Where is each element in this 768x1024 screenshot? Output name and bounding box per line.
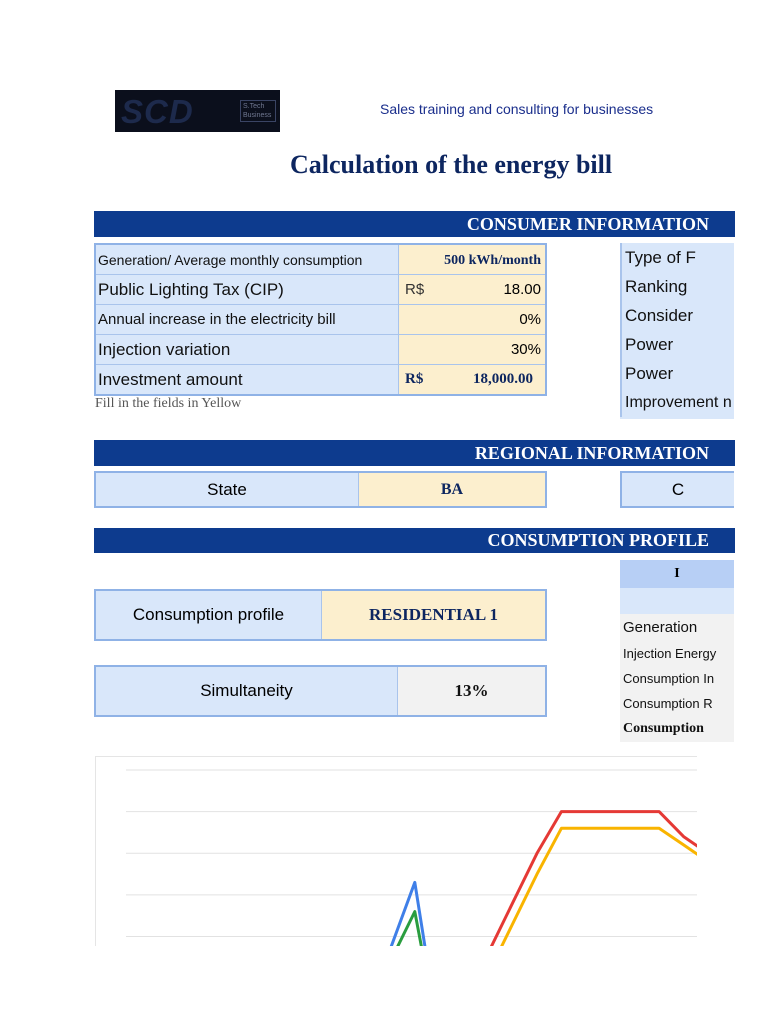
consumption-input[interactable]: 500 kWh/month (399, 245, 545, 274)
state-select[interactable]: BA (359, 473, 545, 506)
profile-side-header: I (620, 560, 734, 588)
table-row (96, 365, 545, 394)
row-label: Investment amount (96, 365, 399, 394)
page-title: Calculation of the energy bill (290, 150, 613, 179)
row-label: Generation/ Average monthly consumption (96, 245, 399, 274)
profile-side-item: Generation (620, 614, 734, 641)
row-label: Annual increase in the electricity bill (96, 305, 399, 334)
investment-input[interactable]: R$ 18,000.00 (399, 365, 545, 394)
table-row (96, 245, 545, 275)
row-label: Injection variation (96, 335, 399, 364)
profile-side-item: Consumption R (620, 691, 734, 716)
regional-info-heading: REGIONAL INFORMATION (94, 440, 735, 466)
state-row (94, 471, 547, 508)
profile-side-blank (620, 588, 734, 614)
fill-note: Fill in the fields in Yellow (95, 396, 242, 411)
cip-input[interactable]: R$ 18.00 (399, 275, 545, 304)
side-item: Consider (620, 301, 734, 330)
side-item: Type of F (620, 243, 734, 272)
table-row (96, 305, 545, 335)
consumer-info-heading: CONSUMER INFORMATION (94, 211, 735, 237)
annual-increase-input[interactable]: 0% (399, 305, 545, 334)
injection-variation-input[interactable]: 30% (399, 335, 545, 364)
consumer-info-table (94, 243, 547, 396)
profile-side-item: Injection Energy (620, 641, 734, 666)
profile-select[interactable]: RESIDENTIAL 1 (322, 591, 545, 639)
consumption-profile-heading: CONSUMPTION PROFILE (94, 528, 735, 553)
table-row (96, 275, 545, 305)
tagline: Sales training and consulting for businesses (380, 101, 654, 117)
row-label: Public Lighting Tax (CIP) (96, 275, 399, 304)
side-item: Ranking (620, 272, 734, 301)
regional-side-item: C (620, 471, 734, 508)
table-row (96, 335, 545, 365)
logo-tag: S.Tech Business (240, 100, 276, 122)
profile-side-item: Consumption In (620, 666, 734, 691)
profile-label: Consumption profile (96, 591, 322, 639)
consumption-chart (95, 756, 697, 946)
consumer-side-panel (620, 243, 734, 419)
side-item: Power (620, 330, 734, 359)
consumption-profile-row (94, 589, 547, 641)
simultaneity-value: 13% (398, 667, 545, 715)
company-logo (115, 90, 280, 132)
side-item: Power (620, 359, 734, 388)
chart-svg (96, 757, 697, 946)
profile-side-item: Consumption (620, 716, 734, 742)
side-item: Improvement n (620, 388, 734, 417)
chart-series-line-0 (415, 812, 697, 946)
simultaneity-row (94, 665, 547, 717)
state-label: State (96, 473, 359, 506)
simultaneity-label: Simultaneity (96, 667, 398, 715)
logo-text: SCD (121, 93, 194, 130)
